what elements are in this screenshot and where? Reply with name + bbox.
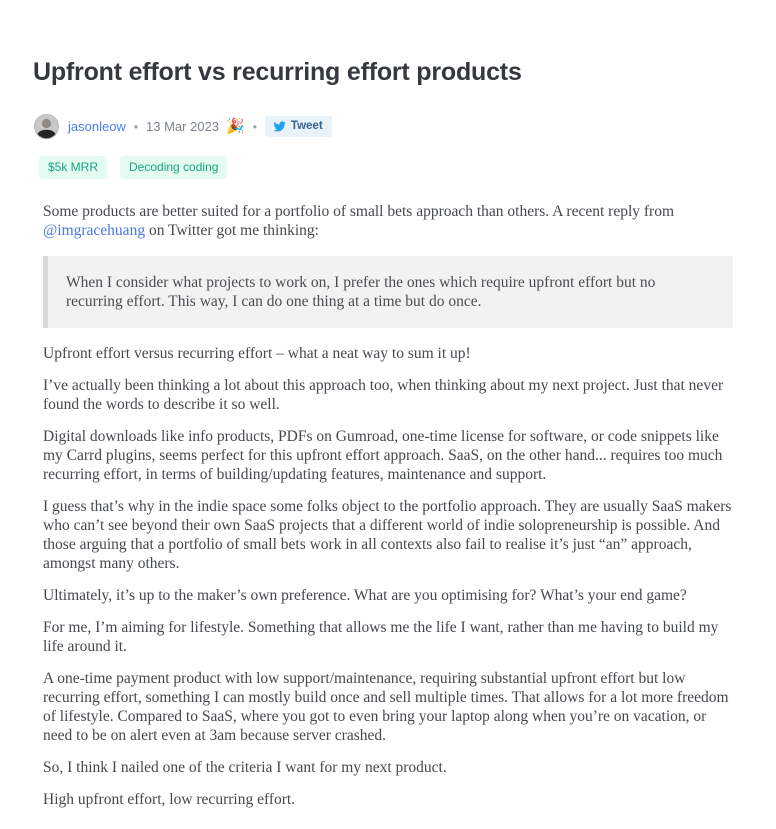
twitter-mention-link[interactable]: @imgracehuang bbox=[43, 222, 146, 239]
party-popper-emoji: 🎉 bbox=[226, 118, 245, 135]
post-body bbox=[43, 202, 733, 809]
paragraph: Upfront effort versus recurring effort – what a neat way to sum it up! bbox=[43, 345, 471, 362]
tweet-button-label: Tweet bbox=[290, 120, 323, 132]
meta-separator-dot: • bbox=[133, 119, 139, 134]
twitter-bird-icon bbox=[273, 120, 286, 133]
intro-text-after: on Twitter got me thinking: bbox=[145, 222, 319, 239]
post-meta bbox=[34, 114, 733, 139]
tag-5k-mrr[interactable]: $5k MRR bbox=[39, 156, 107, 179]
page-title: Upfront effort vs recurring effort products bbox=[33, 58, 522, 86]
tag-decoding-coding[interactable]: Decoding coding bbox=[120, 156, 227, 179]
blockquote bbox=[43, 256, 733, 328]
post-tags bbox=[39, 156, 733, 179]
paragraph: I guess that’s why in the indie space some folks object to the portfolio approach. They are usually SaaS makers who can’t see beyond their own SaaS projects that a different world of indie solopreneurship is possible. And those arguing that a portfolio of small bets work in all contexts also fail to realise it’s just “an” approach, amongst many others. bbox=[43, 498, 732, 572]
post-date: 13 Mar 2023 bbox=[146, 119, 220, 134]
tweet-button[interactable] bbox=[265, 116, 332, 137]
intro-text-before: Some products are better suited for a portfolio of small bets approach than others. A recent reply from bbox=[43, 203, 675, 220]
paragraph: Digital downloads like info products, PDFs on Gumroad, one-time license for software, or code snippets like my Carrd plugins, seems perfect for this upfront effort approach. SaaS, on the other hand... requires too much recurring effort, in terms of building/updating features, maintenance and support. bbox=[43, 428, 723, 483]
paragraph: A one-time payment product with low support/maintenance, requiring substantial upfront effort but low recurring effort, something I can mostly build once and sell multiple times. That allows for a lot more freedom of lifestyle. Compared to SaaS, where you got to even bring your laptop along when you’re on vacation, or need to be on alert even at 3am because server crashed. bbox=[43, 670, 729, 744]
paragraph: High upfront effort, low recurring effort. bbox=[43, 791, 296, 808]
meta-separator-dot: • bbox=[252, 119, 257, 134]
avatar-photo bbox=[34, 114, 59, 139]
paragraph: I’ve actually been thinking a lot about this approach too, when thinking about my next project. Just that never found the words to describe it so well. bbox=[43, 377, 724, 413]
intro-paragraph bbox=[43, 202, 733, 240]
paragraph: Ultimately, it’s up to the maker’s own preference. What are you optimising for? What’s your end game? bbox=[43, 587, 687, 604]
blockquote-text: When I consider what projects to work on, I prefer the ones which require upfront effort but no recurring effort. This way, I can do one thing at a time but do once. bbox=[66, 274, 656, 310]
paragraph: So, I think I nailed one of the criteria I want for my next product. bbox=[43, 759, 447, 776]
author-link[interactable]: jasonleow bbox=[68, 119, 126, 134]
paragraph: For me, I’m aiming for lifestyle. Something that allows me the life I want, rather than me having to build my life around it. bbox=[43, 619, 719, 655]
avatar[interactable] bbox=[34, 114, 59, 139]
